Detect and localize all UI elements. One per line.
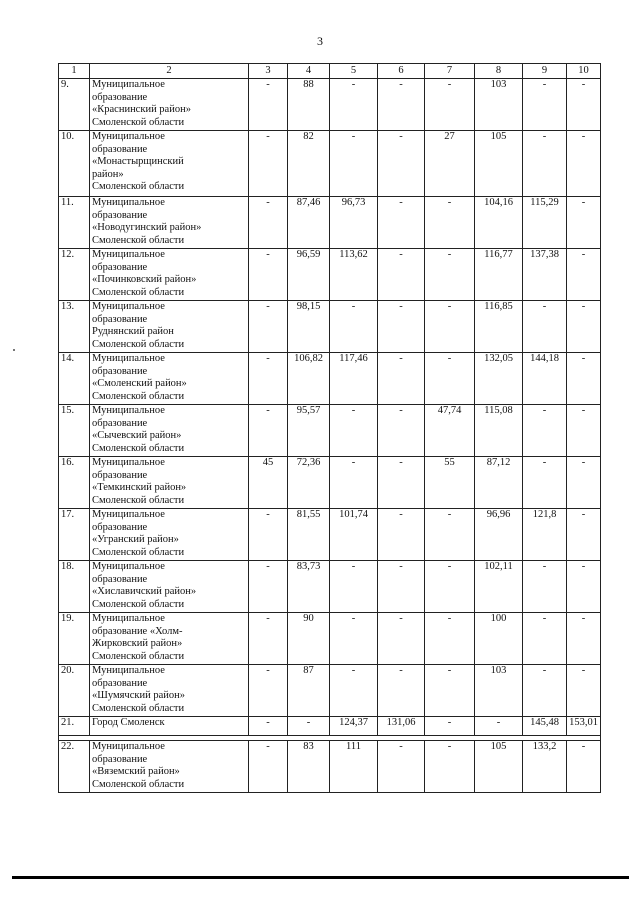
value-cell-col4: 90	[288, 613, 330, 665]
value-cell-col4: 83	[288, 741, 330, 793]
value-cell-col6: -	[378, 613, 425, 665]
column-header: 5	[330, 64, 378, 79]
column-header: 3	[249, 64, 288, 79]
value-cell-col8: 105	[475, 131, 523, 197]
value-cell-col5: 117,46	[330, 353, 378, 405]
municipality-name	[90, 457, 249, 509]
row-number: 10.	[59, 131, 90, 197]
value-cell-col3: -	[249, 717, 288, 736]
municipality-name-line: Смоленской области	[92, 338, 185, 350]
value-cell-col6: -	[378, 561, 425, 613]
value-cell-col5: 101,74	[330, 509, 378, 561]
value-cell-col7: 55	[425, 457, 475, 509]
value-cell-col10: -	[567, 665, 601, 717]
table-row	[59, 741, 601, 793]
value-cell-col3: -	[249, 301, 288, 353]
municipality-name-line: район»	[92, 168, 124, 180]
value-cell-col3: -	[249, 79, 288, 131]
row-number: 9.	[59, 79, 90, 131]
value-cell-col10: -	[567, 131, 601, 197]
value-cell-col3: -	[249, 197, 288, 249]
municipality-name-line: образование	[92, 143, 148, 155]
municipality-name-line: Муниципальное	[92, 561, 165, 572]
value-cell-col10: -	[567, 353, 601, 405]
value-cell-col9: -	[523, 457, 567, 509]
value-cell-col7: -	[425, 249, 475, 301]
value-cell-col7: -	[425, 561, 475, 613]
value-cell-col6: -	[378, 405, 425, 457]
value-cell-col10: -	[567, 405, 601, 457]
municipality-name-line: образование	[92, 677, 148, 689]
value-cell-col5: -	[330, 613, 378, 665]
table-row	[59, 561, 601, 613]
municipality-name-line: «Хиславичский район»	[92, 586, 197, 597]
municipality-name-line: Руднянский район	[92, 326, 174, 337]
row-number: 20.	[59, 665, 90, 717]
column-header: 2	[90, 64, 249, 79]
municipality-name-line: «Шумячский район»	[92, 690, 185, 701]
scan-speck	[13, 349, 15, 351]
page-number: 3	[317, 34, 323, 48]
value-cell-col8: 105	[475, 741, 523, 793]
municipality-name	[90, 197, 249, 249]
value-cell-col8: -	[475, 717, 523, 736]
municipality-name-line: Город Смоленск	[92, 717, 165, 728]
column-header: 7	[425, 64, 475, 79]
municipality-name-line: Муниципальное	[92, 509, 165, 520]
table-row	[59, 353, 601, 405]
municipality-name-line: Муниципальное	[92, 79, 165, 90]
table-row	[59, 613, 601, 665]
row-number: 17.	[59, 509, 90, 561]
municipality-name	[90, 301, 249, 353]
value-cell-col4: 72,36	[288, 457, 330, 509]
municipality-name-line: Жирковский район»	[92, 638, 183, 649]
municipality-name-line: Смоленской области	[92, 778, 185, 790]
value-cell-col9: -	[523, 405, 567, 457]
municipality-name-line: образование	[92, 313, 148, 325]
value-cell-col7: -	[425, 613, 475, 665]
value-cell-col6: -	[378, 741, 425, 793]
table-row	[59, 405, 601, 457]
value-cell-col3: -	[249, 665, 288, 717]
municipality-name-line: Муниципальное	[92, 613, 165, 624]
value-cell-col8: 115,08	[475, 405, 523, 457]
value-cell-col4: 98,15	[288, 301, 330, 353]
value-cell-col9: -	[523, 665, 567, 717]
value-cell-col4: 106,82	[288, 353, 330, 405]
value-cell-col3: -	[249, 509, 288, 561]
municipality-name-line: «Починковский район»	[92, 274, 197, 285]
value-cell-col8: 87,12	[475, 457, 523, 509]
value-cell-col9: -	[523, 131, 567, 197]
municipality-name-line: Муниципальное	[92, 301, 165, 312]
municipality-name-line: Муниципальное	[92, 249, 165, 260]
value-cell-col4: 88	[288, 79, 330, 131]
row-number: 15.	[59, 405, 90, 457]
municipality-name-line: Муниципальное	[92, 197, 165, 208]
table-row	[59, 79, 601, 131]
value-cell-col7: -	[425, 717, 475, 736]
municipality-name-line: образование «Холм-	[92, 625, 183, 637]
table-row	[59, 197, 601, 249]
value-cell-col9: 145,48	[523, 717, 567, 736]
municipality-name-line: образование	[92, 753, 148, 765]
municipality-name	[90, 613, 249, 665]
value-cell-col3: 45	[249, 457, 288, 509]
row-number: 21.	[59, 717, 90, 736]
municipality-name-line: «Угранский район»	[92, 534, 179, 545]
value-cell-col4: -	[288, 717, 330, 736]
municipality-name-line: образование	[92, 91, 148, 103]
column-header: 9	[523, 64, 567, 79]
value-cell-col5: -	[330, 457, 378, 509]
value-cell-col10: -	[567, 197, 601, 249]
value-cell-col5: -	[330, 301, 378, 353]
value-cell-col4: 83,73	[288, 561, 330, 613]
value-cell-col7: -	[425, 665, 475, 717]
value-cell-col5: -	[330, 79, 378, 131]
municipality-name-line: образование	[92, 573, 148, 585]
municipality-name-line: Смоленской области	[92, 181, 185, 192]
municipality-name	[90, 717, 249, 736]
value-cell-col5: -	[330, 561, 378, 613]
value-cell-col9: 133,2	[523, 741, 567, 793]
municipality-name-line: «Вяземский район»	[92, 766, 180, 777]
value-cell-col5: -	[330, 405, 378, 457]
value-cell-col4: 87	[288, 665, 330, 717]
value-cell-col6: 131,06	[378, 717, 425, 736]
municipality-name-line: Смоленской области	[92, 116, 185, 128]
municipality-name-line: Смоленской области	[92, 598, 185, 610]
municipality-name-line: Муниципальное	[92, 665, 165, 676]
municipality-name-line: образование	[92, 365, 148, 377]
municipality-name-line: «Смоленский район»	[92, 378, 187, 389]
municipality-name-line: Муниципальное	[92, 131, 165, 142]
municipality-name-line: «Монастырщинский	[92, 156, 184, 167]
municipality-name	[90, 131, 249, 197]
row-number: 19.	[59, 613, 90, 665]
row-number: 14.	[59, 353, 90, 405]
value-cell-col10: -	[567, 613, 601, 665]
value-cell-col4: 96,59	[288, 249, 330, 301]
municipality-name-line: образование	[92, 417, 148, 429]
value-cell-col7: -	[425, 353, 475, 405]
value-cell-col4: 81,55	[288, 509, 330, 561]
value-cell-col5: 124,37	[330, 717, 378, 736]
value-cell-col8: 132,05	[475, 353, 523, 405]
value-cell-col9: 115,29	[523, 197, 567, 249]
value-cell-col5: -	[330, 665, 378, 717]
municipality-name-line: Муниципальное	[92, 405, 165, 416]
municipality-name-line: образование	[92, 209, 148, 221]
municipality-name-line: Смоленской области	[92, 234, 185, 246]
value-cell-col4: 95,57	[288, 405, 330, 457]
value-cell-col8: 102,11	[475, 561, 523, 613]
municipality-name-line: «Темкинский район»	[92, 482, 187, 493]
column-header: 4	[288, 64, 330, 79]
value-cell-col6: -	[378, 665, 425, 717]
value-cell-col6: -	[378, 249, 425, 301]
value-cell-col6: -	[378, 353, 425, 405]
value-cell-col4: 82	[288, 131, 330, 197]
value-cell-col5: 96,73	[330, 197, 378, 249]
column-header: 8	[475, 64, 523, 79]
municipality-name-line: Смоленской области	[92, 650, 185, 662]
value-cell-col3: -	[249, 353, 288, 405]
value-cell-col6: -	[378, 197, 425, 249]
value-cell-col8: 103	[475, 79, 523, 131]
municipality-name-line: Муниципальное	[92, 741, 165, 752]
value-cell-col6: -	[378, 131, 425, 197]
municipality-name	[90, 561, 249, 613]
value-cell-col10: -	[567, 249, 601, 301]
value-cell-col4: 87,46	[288, 197, 330, 249]
value-cell-col10: -	[567, 79, 601, 131]
value-cell-col8: 116,77	[475, 249, 523, 301]
row-number: 16.	[59, 457, 90, 509]
value-cell-col9: 121,8	[523, 509, 567, 561]
value-cell-col3: -	[249, 741, 288, 793]
tariff-table	[58, 63, 601, 793]
value-cell-col3: -	[249, 561, 288, 613]
value-cell-col9: -	[523, 561, 567, 613]
table-row	[59, 131, 601, 197]
municipality-name-line: «Сычевский район»	[92, 430, 182, 441]
column-header: 6	[378, 64, 425, 79]
municipality-name-line: Муниципальное	[92, 457, 165, 468]
value-cell-col3: -	[249, 131, 288, 197]
value-cell-col6: -	[378, 457, 425, 509]
value-cell-col6: -	[378, 509, 425, 561]
value-cell-col3: -	[249, 249, 288, 301]
municipality-name-line: «Краснинский район»	[92, 104, 191, 115]
value-cell-col6: -	[378, 79, 425, 131]
municipality-name	[90, 665, 249, 717]
value-cell-col8: 104,16	[475, 197, 523, 249]
value-cell-col8: 100	[475, 613, 523, 665]
value-cell-col9: -	[523, 301, 567, 353]
municipality-name-line: Смоленской области	[92, 546, 185, 558]
row-number: 12.	[59, 249, 90, 301]
table-header-row	[59, 64, 601, 79]
table-row	[59, 249, 601, 301]
municipality-name-line: образование	[92, 469, 148, 481]
value-cell-col5: 113,62	[330, 249, 378, 301]
value-cell-col9: -	[523, 613, 567, 665]
value-cell-col7: 47,74	[425, 405, 475, 457]
value-cell-col8: 96,96	[475, 509, 523, 561]
municipality-name	[90, 353, 249, 405]
municipality-name	[90, 79, 249, 131]
table-row	[59, 665, 601, 717]
bottom-rule	[12, 876, 629, 879]
value-cell-col10: -	[567, 457, 601, 509]
value-cell-col10: -	[567, 561, 601, 613]
value-cell-col9: 137,38	[523, 249, 567, 301]
value-cell-col3: -	[249, 613, 288, 665]
municipality-name-line: Смоленской области	[92, 390, 185, 402]
municipality-name-line: образование	[92, 521, 148, 533]
value-cell-col10: 153,01	[567, 717, 601, 736]
value-cell-col8: 103	[475, 665, 523, 717]
municipality-name	[90, 509, 249, 561]
column-header: 10	[567, 64, 601, 79]
value-cell-col10: -	[567, 301, 601, 353]
municipality-name	[90, 405, 249, 457]
value-cell-col7: -	[425, 301, 475, 353]
value-cell-col5: 111	[330, 741, 378, 793]
value-cell-col9: -	[523, 79, 567, 131]
value-cell-col7: -	[425, 197, 475, 249]
row-number: 11.	[59, 197, 90, 249]
value-cell-col7: -	[425, 509, 475, 561]
municipality-name-line: Смоленской области	[92, 494, 185, 506]
municipality-name-line: Муниципальное	[92, 353, 165, 364]
row-number: 22.	[59, 741, 90, 793]
column-header: 1	[59, 64, 90, 79]
table-row	[59, 717, 601, 736]
municipality-name	[90, 741, 249, 793]
municipality-name	[90, 249, 249, 301]
municipality-name-line: «Новодугинский район»	[92, 222, 202, 233]
value-cell-col7: 27	[425, 131, 475, 197]
value-cell-col5: -	[330, 131, 378, 197]
value-cell-col10: -	[567, 741, 601, 793]
municipality-name-line: Смоленской области	[92, 442, 185, 454]
row-number: 13.	[59, 301, 90, 353]
municipality-name-line: образование	[92, 261, 148, 273]
value-cell-col7: -	[425, 741, 475, 793]
table-row	[59, 301, 601, 353]
municipality-name-line: Смоленской области	[92, 286, 185, 298]
table-row	[59, 509, 601, 561]
row-number: 18.	[59, 561, 90, 613]
municipality-name-line: Смоленской области	[92, 702, 185, 714]
table-row	[59, 457, 601, 509]
value-cell-col6: -	[378, 301, 425, 353]
value-cell-col8: 116,85	[475, 301, 523, 353]
value-cell-col10: -	[567, 509, 601, 561]
value-cell-col7: -	[425, 79, 475, 131]
value-cell-col9: 144,18	[523, 353, 567, 405]
value-cell-col3: -	[249, 405, 288, 457]
